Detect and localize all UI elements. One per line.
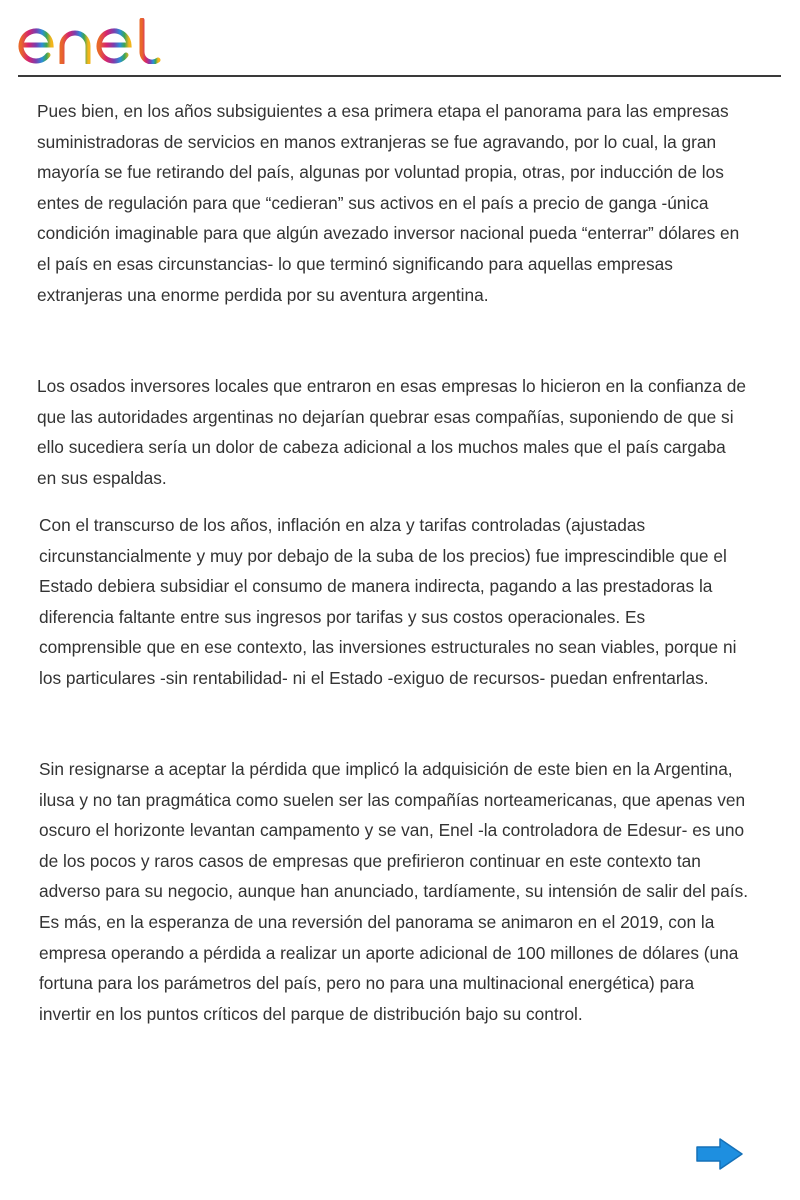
enel-logo[interactable] [18, 18, 170, 64]
right-arrow-icon[interactable] [694, 1136, 746, 1172]
paragraph-1: Pues bien, en los años subsiguientes a esa primera etapa el panorama para las empresas suministradoras de servicios en manos extranjeras se fue agravando, por lo cual, la gran mayoría se fue retirando del país, algunas por voluntad propia, otras, por inducción de los entes de regulación para que “cedieran” sus activos en el país a precio de ganga -única condición imaginable para que algún avezado inversor nacional pueda “enterrar” dólares en el país en esas circunstancias- lo que terminó significando para aquellas empresas extranjeras una enorme perdida por su aventura argentina. [37, 101, 740, 305]
paragraph-3: Con el transcurso de los años, inflación en alza y tarifas controladas (ajustadas circunstancialmente y muy por debajo de la suba de los precios) fue imprescindible que el Estado debiera subsidiar el consumo de manera indirecta, pagando a las prestadoras la diferencia faltante entre sus ingresos por tarifas y sus costos operacionales. Es comprensible que en ese contexto, las inversiones estructurales no sean viables, porque ni los particulares -sin rentabilidad- ni el Estado -exiguo de recursos- puedan enfrentarlas. [39, 515, 737, 688]
paragraph-2: Los osados inversores locales que entraron en esas empresas lo hicieron en la confianza de que las autoridades argentinas no dejarían quebrar esas compañías, suponiendo de que si ello sucediera sería un dolor de cabeza adicional a los muchos males que el país cargaba en sus espaldas. [37, 376, 746, 488]
paragraph-4: Sin resignarse a aceptar la pérdida que implicó la adquisición de este bien en la Argentina, ilusa y no tan pragmática como suelen ser las compañías norteamericanas, que apenas ven oscuro el horizonte levantan campamento y se van, Enel -la controladora de Edesur- es uno de los pocos y raros casos de empresas que prefirieron continuar en este contexto tan adverso para su negocio, aunque han anunciado, tardíamente, su intensión de salir del país. Es más, en la esperanza de una reversión del panorama se animaron en el 2019, con la empresa operando a pérdida a realizar un aporte adicional de 100 millones de dólares (una fortuna para los parámetros del país, pero no para una multinacional energética) para invertir en los puntos críticos del parque de distribución bajo su control. [39, 759, 749, 1024]
site-header [18, 12, 781, 77]
